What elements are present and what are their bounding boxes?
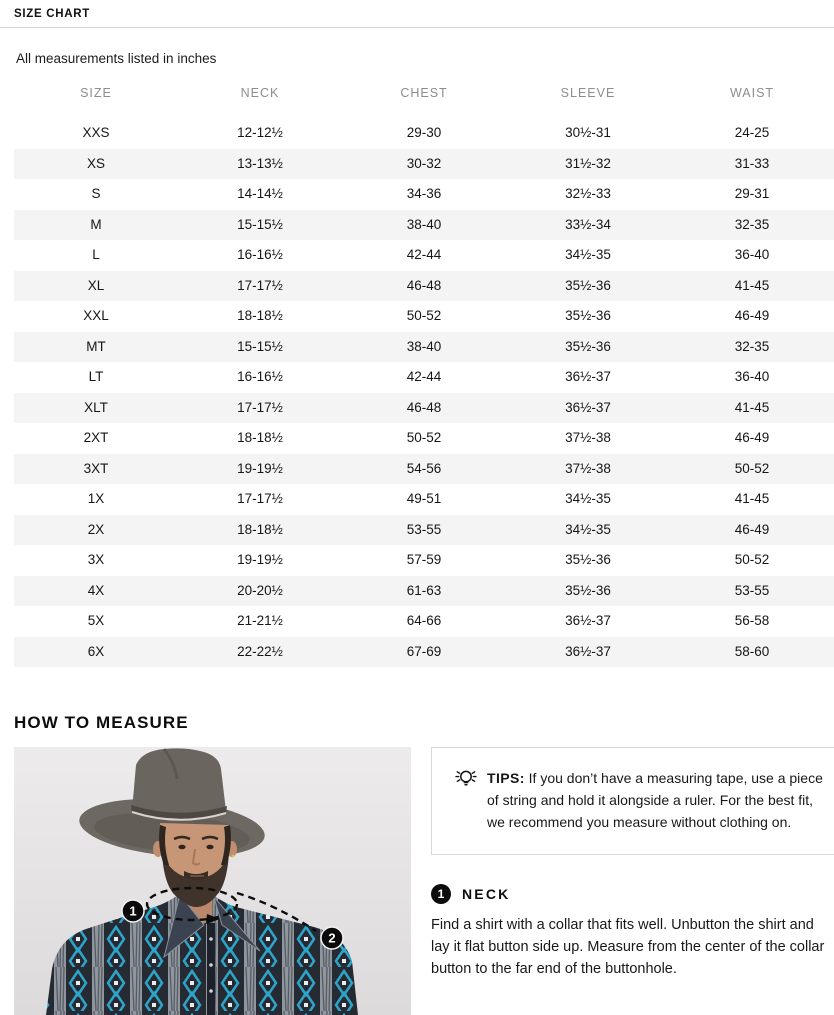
- page-header: [0, 0, 834, 28]
- table-cell: 22-22½: [237, 643, 283, 659]
- table-cell: 64-66: [406, 613, 442, 628]
- table-cell: 46-48: [406, 399, 442, 415]
- column-header: WAIST: [729, 86, 775, 100]
- table-row: [14, 149, 834, 180]
- column-header: CHEST: [400, 86, 448, 100]
- table-cell: 16-16½: [237, 369, 283, 384]
- table-cell: 46-49: [734, 430, 770, 445]
- table-cell: 35½-36: [565, 552, 611, 567]
- table-cell: 18-18½: [237, 308, 283, 323]
- table-cell: 34½-35: [565, 491, 611, 506]
- how-to-measure-heading: HOW TO MEASURE: [14, 713, 189, 732]
- table-cell: 4X: [87, 582, 105, 598]
- table-row: [14, 576, 834, 607]
- table-cell: 46-48: [406, 277, 442, 293]
- table-cell: 41-45: [734, 277, 770, 293]
- column-header: SLEEVE: [560, 86, 616, 100]
- table-cell: 32-35: [734, 338, 770, 354]
- table-cell: S: [91, 186, 101, 201]
- table-cell: 5X: [87, 613, 105, 628]
- column-header: SIZE: [80, 86, 112, 100]
- table-cell: L: [92, 247, 100, 262]
- table-cell: 49-51: [406, 491, 442, 506]
- table-row: [14, 454, 834, 485]
- table-cell: 46-49: [734, 521, 770, 537]
- table-cell: 34½-35: [565, 247, 611, 262]
- table-cell: XS: [86, 155, 105, 171]
- table-cell: 31½-32: [565, 155, 611, 171]
- column-header: NECK: [240, 86, 280, 100]
- table-cell: XXL: [83, 308, 109, 323]
- table-row: [14, 240, 834, 271]
- table-cell: 37½-38: [565, 430, 611, 445]
- table-cell: XL: [87, 277, 105, 293]
- table-cell: 61-63: [406, 582, 442, 598]
- measurement-note: All measurements listed in inches: [16, 51, 217, 66]
- table-cell: XXS: [82, 125, 110, 140]
- table-cell: 19-19½: [237, 552, 283, 567]
- table-row: [14, 484, 834, 515]
- step-1-heading: [431, 884, 834, 904]
- step-number-badge: 1: [431, 884, 451, 904]
- table-cell: 36-40: [734, 369, 770, 384]
- table-cell: 32½-33: [565, 186, 611, 201]
- table-row: [14, 637, 834, 668]
- photo-badge-2: [321, 927, 343, 949]
- table-cell: 29-30: [406, 125, 442, 140]
- table-cell: 67-69: [406, 643, 442, 659]
- table-cell: 15-15½: [237, 216, 283, 232]
- page-title: SIZE CHART: [14, 8, 90, 20]
- table-cell: 57-59: [406, 552, 442, 567]
- table-cell: 50-52: [406, 430, 442, 445]
- table-cell: 16-16½: [237, 247, 283, 262]
- table-cell: 20-20½: [237, 582, 283, 598]
- table-cell: 30-32: [406, 155, 442, 171]
- table-cell: 38-40: [406, 338, 442, 354]
- table-cell: 50-52: [734, 552, 770, 567]
- cowboy-model-illustration: [14, 747, 411, 1015]
- table-cell: 1X: [87, 491, 105, 506]
- table-cell: 35½-36: [565, 338, 611, 354]
- table-cell: 17-17½: [237, 491, 283, 506]
- table-cell: 42-44: [406, 369, 442, 384]
- table-cell: 32-35: [734, 216, 770, 232]
- table-row: [14, 393, 834, 424]
- tips-body-text: If you don’t have a measuring tape, use a piece of string and hold it alongside a ruler. For the best fit, we recommend you measure without clothing on.: [487, 770, 823, 830]
- table-cell: 36½-37: [565, 369, 611, 384]
- table-cell: 54-56: [406, 460, 442, 476]
- table-cell: 3X: [87, 552, 105, 567]
- table-row: [14, 545, 834, 576]
- cowboy-hat-crown: [132, 748, 226, 818]
- table-cell: 36½-37: [565, 613, 611, 628]
- table-cell: 17-17½: [237, 399, 283, 415]
- table-cell: 53-55: [406, 521, 442, 537]
- size-table-body: [14, 118, 834, 667]
- table-cell: 36-40: [734, 247, 770, 262]
- table-cell: 12-12½: [237, 125, 283, 140]
- table-cell: 18-18½: [237, 521, 283, 537]
- svg-text:1: 1: [129, 903, 137, 919]
- measure-instructions-column: [431, 747, 834, 1015]
- table-cell: XLT: [84, 399, 108, 415]
- table-cell: 35½-36: [565, 582, 611, 598]
- table-cell: 6X: [87, 643, 105, 659]
- table-cell: 46-49: [734, 308, 770, 323]
- table-cell: 33½-34: [565, 216, 611, 232]
- table-cell: 30½-31: [565, 125, 611, 140]
- table-cell: 35½-36: [565, 308, 611, 323]
- table-row: [14, 179, 834, 210]
- table-cell: 53-55: [734, 582, 770, 598]
- table-cell: 58-60: [734, 643, 770, 659]
- table-cell: 2X: [87, 521, 105, 537]
- table-cell: 15-15½: [237, 338, 283, 354]
- size-table-header: [14, 78, 834, 108]
- earring: [232, 855, 235, 858]
- table-row: [14, 271, 834, 302]
- table-cell: 31-33: [734, 155, 770, 171]
- table-cell: 37½-38: [565, 460, 611, 476]
- table-cell: 19-19½: [237, 460, 283, 476]
- measurement-model-photo: [14, 747, 411, 1015]
- table-row: [14, 423, 834, 454]
- table-row: [14, 606, 834, 637]
- table-cell: 18-18½: [237, 430, 283, 445]
- table-cell: 36½-37: [565, 399, 611, 415]
- table-cell: 2XT: [83, 430, 109, 445]
- tips-label: TIPS:: [487, 770, 525, 786]
- table-cell: 36½-37: [565, 643, 611, 659]
- table-cell: M: [90, 216, 102, 232]
- table-cell: 41-45: [734, 399, 770, 415]
- lightbulb-icon: [455, 768, 477, 795]
- table-cell: 13-13½: [237, 155, 283, 171]
- table-row: [14, 332, 834, 363]
- table-cell: 3XT: [83, 460, 109, 476]
- table-cell: 50-52: [734, 460, 770, 476]
- table-cell: 42-44: [406, 247, 442, 262]
- table-cell: 35½-36: [565, 277, 611, 293]
- table-cell: MT: [86, 338, 106, 354]
- table-row: [14, 515, 834, 546]
- how-to-measure-section: [14, 747, 834, 1015]
- table-cell: 34½-35: [565, 521, 611, 537]
- table-cell: 17-17½: [237, 277, 283, 293]
- table-cell: 21-21½: [237, 613, 283, 628]
- size-chart-table: [14, 78, 834, 667]
- table-cell: 38-40: [406, 216, 442, 232]
- table-cell: 56-58: [734, 613, 770, 628]
- step-title: NECK: [462, 886, 511, 902]
- table-cell: 24-25: [734, 125, 770, 140]
- tips-box: [431, 747, 834, 855]
- table-cell: 50-52: [406, 308, 442, 323]
- table-row: [14, 301, 834, 332]
- table-cell: 34-36: [406, 186, 442, 201]
- step-description: Find a shirt with a collar that fits well. Unbutton the shirt and lay it flat button side up. Measure from the center of the collar button to the far end of the buttonhole.: [431, 917, 825, 977]
- tips-paragraph: [487, 767, 826, 833]
- table-row: [14, 118, 834, 149]
- photo-badge-1: [122, 900, 144, 922]
- table-cell: 29-31: [734, 186, 770, 201]
- table-row: [14, 362, 834, 393]
- table-cell: 14-14½: [237, 186, 283, 201]
- shirt-placket: [207, 923, 215, 1015]
- table-cell: 41-45: [734, 491, 770, 506]
- table-row: [14, 210, 834, 241]
- svg-text:2: 2: [328, 930, 336, 946]
- table-cell: LT: [88, 369, 104, 384]
